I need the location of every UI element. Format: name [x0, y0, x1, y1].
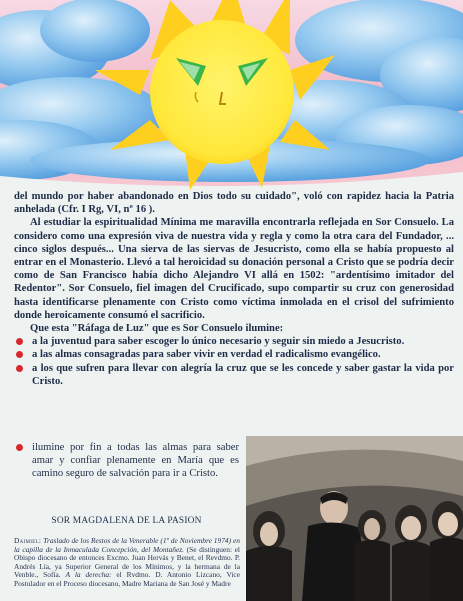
- article-body: [14, 190, 454, 388]
- bullet-dot-icon: [16, 365, 23, 372]
- ceremony-photo: [246, 436, 463, 601]
- author-signature: SOR MAGDALENA DE LA PASION: [51, 516, 202, 526]
- bullet-dot-icon: [16, 338, 23, 345]
- caption-right-label: A la derecha:: [65, 570, 112, 580]
- bullet-list-narrow: [14, 441, 239, 481]
- list-item: a los que sufren para llevar con alegría la cruz que se les concede y saber gastar la vida por Cristo.: [14, 362, 454, 388]
- bullet-list: [14, 335, 454, 388]
- list-item: a las almas consagradas para saber vivir en verdad el radicalismo evangélico.: [14, 348, 454, 361]
- paragraph-continuation: del mundo por haber abandonado en Dios todo su cuidado", voló con rapidez hacia la Patria anhelada (Cfr. I Rg, VI, nº 16 ).: [14, 191, 454, 216]
- paragraph-intro-list: Que esta "Ráfaga de Luz" que es Sor Consuelo ilumine:: [30, 323, 284, 335]
- caption-lead: Daimiel:: [14, 536, 42, 545]
- list-item: ilumine por fin a todas las almas para saber amar y confiar plenamente en María que es camino seguro de salvación para ir a Cristo.: [14, 441, 239, 481]
- bullet-dot-icon: [16, 444, 23, 451]
- photo-caption: [14, 537, 240, 589]
- sun-cloud-illustration: [0, 0, 463, 190]
- list-item: a la juventud para saber escoger lo único necesario y seguir sin miedo a Jesucristo.: [14, 335, 454, 348]
- caption-body-2: el Rvdmo. D. Antonio Lizcano, Vice Postulador en el Proceso diocesano, Madre Mariana de San José y Madre: [14, 570, 240, 588]
- caption-title: Traslado de los Restos de la Venerable (1º de Noviembre 1974) en la capilla de la Inmaculada Concepción, del Montañez.: [14, 536, 240, 554]
- bullet-dot-icon: [16, 351, 23, 358]
- caption-body: (Se distinguen: el Obispo diocesano de entonces Excmo. Juan Hervás y Benet, el Revdmo. P. Andrés Lía, ya Superior General de los Mínimos, y la hermana de la Venble., Sofía.: [14, 544, 240, 580]
- paragraph-spirituality: Al estudiar la espiritualidad Mínima me maravilla encontrarla reflejada en Sor Consuelo. La considero como una expresión viva de nuestra vida y regla y como la otra cara del Fundador, ... cinco siglos después... Una sierva de las siervas de Jesucristo, como ella se había propuesto al entrar en el Monasterio. Llevó a tal heroicidad su donación personal a Cristo que se podría decir como de San Francisco había dicho Alejandro VI allá en 1502: "ardentísimo imitador del Redentor". Sor Consuelo, fiel imagen del Crucificado, supo compartir su cruz con generosidad hasta identificarse plenamente con Cristo como víctima inmolada en el crisol del sufrimiento donde heroicamente consumó el sacrificio.: [14, 217, 454, 321]
